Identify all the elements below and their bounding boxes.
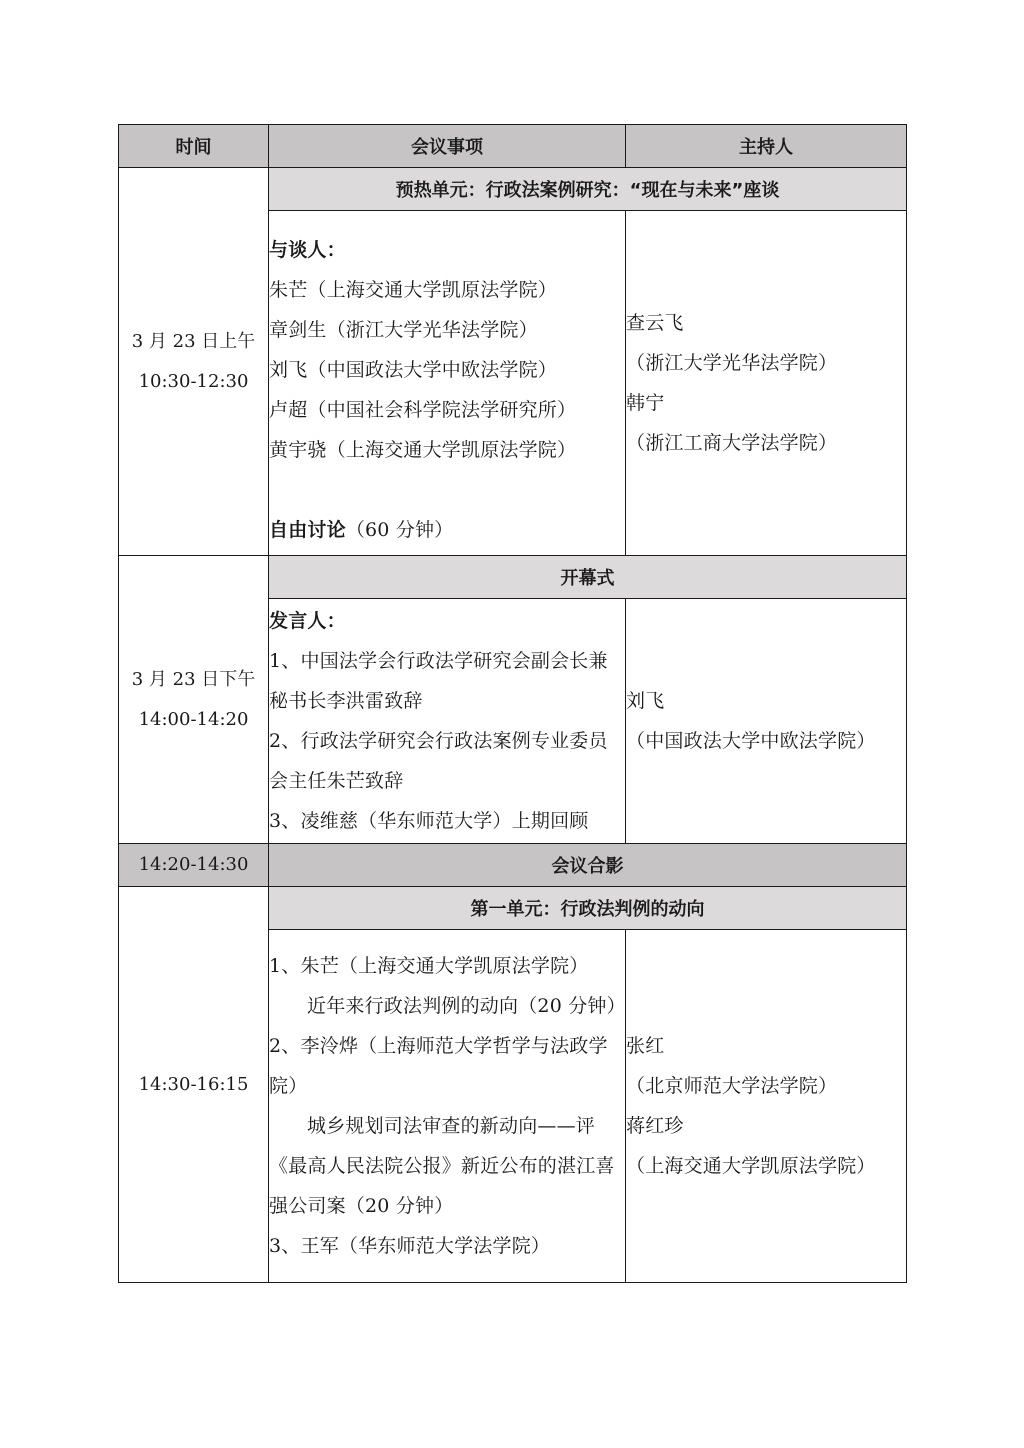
section-2-date: 3 月 23 日下午 [131, 668, 256, 690]
speaker-item: 卢超（中国社会科学院法学研究所） [269, 399, 577, 421]
opening-item: 3、凌维慈（华东师范大学）上期回顾 [269, 810, 589, 832]
speakers-label: 发言人： [269, 610, 346, 632]
spacer [269, 470, 625, 510]
section-3-time: 14:20-14:30 [119, 844, 269, 887]
section-3-row [119, 844, 907, 887]
section-4-content [269, 930, 626, 1283]
section-2-hosts [626, 599, 907, 844]
free-discussion-duration: （60 分钟） [345, 519, 454, 541]
presentation-speaker: 3、王军（华东师范大学法学院） [269, 1235, 551, 1257]
host-name: 刘飞 [626, 690, 665, 712]
opening-item: 2、行政法学研究会行政法案例专业委员会主任朱芒致辞 [269, 730, 608, 792]
header-host: 主持人 [626, 125, 907, 168]
section-1-date: 3 月 23 日上午 [131, 330, 256, 352]
section-1-title: 预热单元：行政法案例研究：“现在与未来”座谈 [269, 168, 907, 211]
section-4-title: 第一单元：行政法判例的动向 [269, 887, 907, 930]
speaker-item: 黄宇骁（上海交通大学凯原法学院） [269, 439, 577, 461]
opening-item: 1、中国法学会行政法学研究会副会长兼秘书长李洪雷致辞 [269, 650, 608, 712]
section-1-range: 10:30-12:30 [138, 370, 249, 392]
host-affiliation: （浙江工商大学法学院） [626, 432, 838, 454]
section-2-title: 开幕式 [269, 556, 907, 599]
speaker-item: 朱芒（上海交通大学凯原法学院） [269, 279, 558, 301]
section-2-content [269, 599, 626, 844]
section-1-hosts [626, 211, 907, 556]
host-affiliation: （浙江大学光华法学院） [626, 352, 838, 374]
section-1-title-row [119, 168, 907, 211]
presentation-topic: 城乡规划司法审查的新动向——评《最高人民法院公报》新近公布的湛江喜强公司案（20 分钟） [269, 1115, 615, 1217]
header-time: 时间 [119, 125, 269, 168]
section-1-time [119, 168, 269, 556]
section-4-title-row [119, 887, 907, 930]
section-2-range: 14:00-14:20 [138, 708, 249, 730]
section-4-time: 14:30-16:15 [119, 887, 269, 1283]
section-2-time [119, 556, 269, 844]
host-name: 张红 [626, 1035, 665, 1057]
host-affiliation: （上海交通大学凯原法学院） [626, 1155, 876, 1177]
section-4-hosts [626, 930, 907, 1283]
section-3-title: 会议合影 [269, 844, 907, 887]
host-affiliation: （北京师范大学法学院） [626, 1075, 838, 1097]
host-name: 韩宁 [626, 392, 665, 414]
presentation-speaker: 2、李泠烨（上海师范大学哲学与法政学院） [269, 1035, 608, 1097]
header-agenda: 会议事项 [269, 125, 626, 168]
host-name: 查云飞 [626, 312, 684, 334]
section-1-content [269, 211, 626, 556]
free-discussion-label: 自由讨论 [269, 519, 346, 541]
speaker-item: 章剑生（浙江大学光华法学院） [269, 319, 538, 341]
free-discussion [269, 510, 625, 550]
host-affiliation: （中国政法大学中欧法学院） [626, 730, 876, 752]
presentation-topic: 近年来行政法判例的动向（20 分钟） [307, 995, 626, 1017]
section-2-title-row [119, 556, 907, 599]
table-header-row [119, 125, 907, 168]
speaker-item: 刘飞（中国政法大学中欧法学院） [269, 359, 558, 381]
host-name: 蒋红珍 [626, 1115, 684, 1137]
speakers-label: 与谈人： [269, 239, 346, 261]
agenda-table [118, 124, 907, 1283]
presentation-speaker: 1、朱芒（上海交通大学凯原法学院） [269, 955, 589, 977]
